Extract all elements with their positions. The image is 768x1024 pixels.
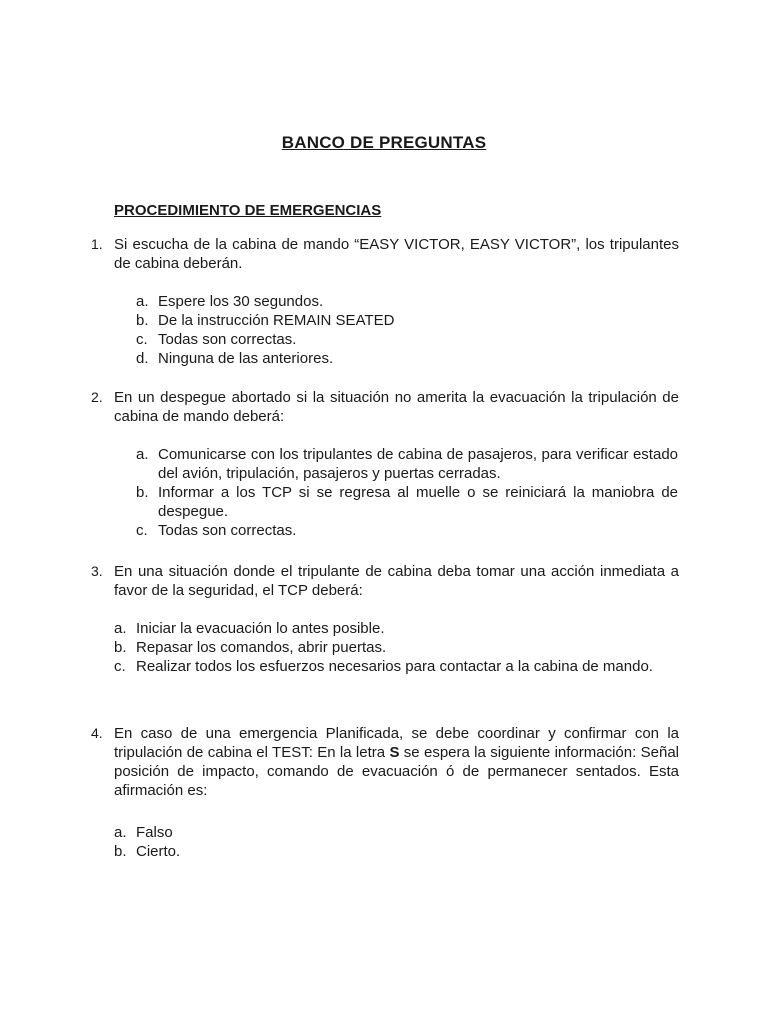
- option-text: Todas son correctas.: [158, 331, 297, 348]
- option-text: De la instrucción REMAIN SEATED: [158, 312, 395, 329]
- option-text: Realizar todos los esfuerzos necesarios para contactar a la cabina de mando.: [136, 658, 653, 675]
- option-letter: b.: [136, 484, 149, 501]
- question-text-part: se espera la siguiente información: Señal posición de impacto, comando de evacuación ó de permanecer sentados. Esta afirmación es:: [114, 744, 679, 799]
- option-4b: [114, 842, 678, 861]
- option-2a: [136, 445, 678, 483]
- options-q4: [114, 823, 678, 861]
- section-heading: PROCEDIMIENTO DE EMERGENCIAS: [114, 202, 382, 219]
- question-text: En una situación donde el tripulante de cabina deba tomar una acción inmediata a favor de la seguridad, el TCP deberá:: [114, 563, 679, 599]
- option-text: Repasar los comandos, abrir puertas.: [136, 639, 387, 656]
- option-letter: a.: [114, 824, 127, 841]
- option-3a: [114, 619, 678, 638]
- option-1c: [136, 330, 676, 349]
- option-1b: [136, 311, 676, 330]
- options-q1: [136, 292, 676, 368]
- options-q3: [114, 619, 678, 676]
- question-text: En un despegue abortado si la situación no amerita la evacuación la tripulación de cabina de mando deberá:: [114, 389, 679, 425]
- option-letter: c.: [136, 522, 148, 539]
- options-q2: [136, 445, 678, 540]
- option-3c: [114, 657, 678, 676]
- option-1a: [136, 292, 676, 311]
- option-letter: a.: [114, 620, 127, 637]
- document-title: BANCO DE PREGUNTAS: [281, 133, 487, 152]
- option-letter: c.: [136, 331, 148, 348]
- question-number: 1.: [91, 236, 103, 252]
- option-letter: a.: [136, 293, 149, 310]
- option-text: Informar a los TCP si se regresa al muelle o se reiniciará la maniobra de despegue.: [158, 484, 678, 520]
- option-3b: [114, 638, 678, 657]
- option-letter: d.: [136, 350, 149, 367]
- question-text: Si escucha de la cabina de mando “EASY VICTOR, EASY VICTOR”, los tripulantes de cabina deberán.: [114, 236, 679, 272]
- option-text: Comunicarse con los tripulantes de cabina de pasajeros, para verificar estado del avión, tripulación, pasajeros y puertas cerradas.: [158, 446, 678, 482]
- option-letter: b.: [114, 843, 127, 860]
- question-number: 2.: [91, 389, 103, 405]
- question-text: [114, 724, 679, 800]
- option-text: Todas son correctas.: [158, 522, 297, 539]
- option-letter: c.: [114, 658, 126, 675]
- option-letter: b.: [114, 639, 127, 656]
- question-1: [91, 235, 679, 273]
- option-2b: [136, 483, 678, 521]
- option-1d: [136, 349, 676, 368]
- option-text: Espere los 30 segundos.: [158, 293, 324, 310]
- question-number: 4.: [91, 725, 103, 741]
- question-number: 3.: [91, 563, 103, 579]
- option-letter: a.: [136, 446, 149, 463]
- question-text-bold: S: [389, 744, 400, 761]
- question-text-part: En caso de una emergencia Planificada, se debe coordinar y confirmar con la tripulación de cabina el TEST: En la letra: [114, 725, 679, 761]
- option-4a: [114, 823, 678, 842]
- option-text: Ninguna de las anteriores.: [158, 350, 334, 367]
- option-letter: b.: [136, 312, 149, 329]
- option-text: Iniciar la evacuación lo antes posible.: [136, 620, 385, 637]
- question-4: [91, 724, 679, 800]
- option-text: Falso: [136, 824, 173, 841]
- option-2c: [136, 521, 678, 540]
- question-3: [91, 562, 679, 600]
- question-2: [91, 388, 679, 426]
- option-text: Cierto.: [136, 843, 181, 860]
